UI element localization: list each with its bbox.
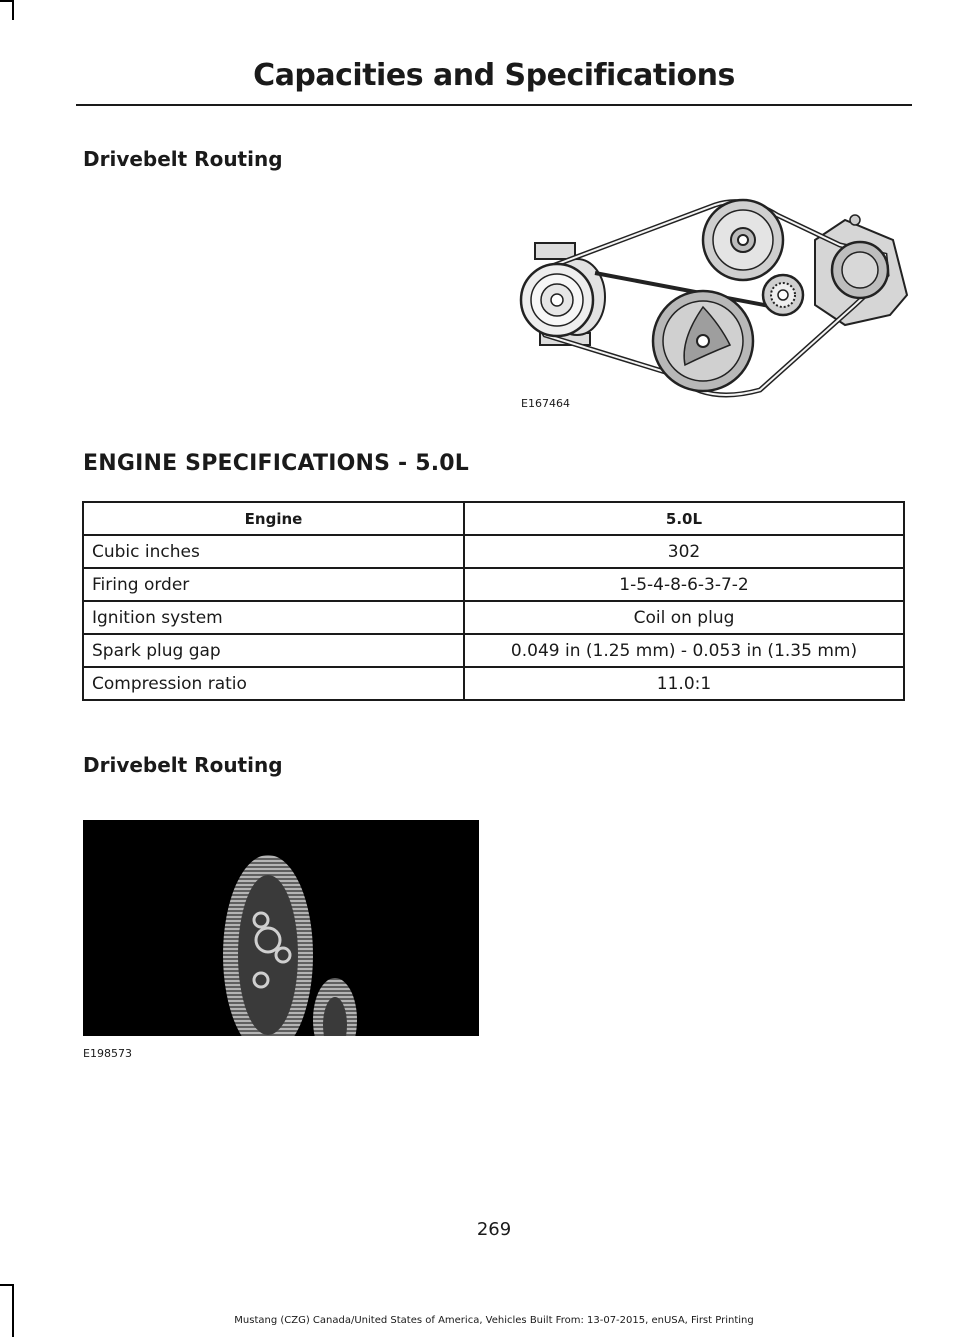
spec-value: Coil on plug <box>464 601 904 634</box>
engine-specs-table <box>82 501 905 701</box>
section-heading-drivebelt-1: Drivebelt Routing <box>83 147 283 171</box>
column-header: 5.0L <box>464 502 904 535</box>
spec-value: 302 <box>464 535 904 568</box>
engine-specs-heading: ENGINE SPECIFICATIONS - 5.0L <box>83 451 469 476</box>
alternator-pulley <box>842 252 878 288</box>
table-header-row <box>83 502 904 535</box>
table-row <box>83 601 904 634</box>
page-header-title: Capacities and Specifications <box>253 58 735 93</box>
spec-value: 11.0:1 <box>464 667 904 700</box>
page-footer: Mustang (CZG) Canada/United States of America, Vehicles Built From: 13-07-2015, enUSA, First Printing <box>234 1315 754 1326</box>
spec-label: Cubic inches <box>83 535 464 568</box>
drivebelt-diagram-figure <box>515 195 915 400</box>
spec-label: Firing order <box>83 568 464 601</box>
spec-label: Compression ratio <box>83 667 464 700</box>
crankshaft-pulley <box>697 335 709 347</box>
crop-mark <box>12 1284 14 1337</box>
table-row <box>83 634 904 667</box>
table-row <box>83 535 904 568</box>
crop-mark <box>0 0 12 2</box>
column-header: Engine <box>83 502 464 535</box>
crop-mark <box>0 1284 12 1286</box>
spec-value: 0.049 in (1.25 mm) - 0.053 in (1.35 mm) <box>464 634 904 667</box>
section-heading-drivebelt-2: Drivebelt Routing <box>83 753 283 777</box>
table-row <box>83 667 904 700</box>
compressor-pulley <box>551 294 563 306</box>
page-number: 269 <box>476 1219 512 1240</box>
water-pump-pulley <box>738 235 748 245</box>
spec-label: Spark plug gap <box>83 634 464 667</box>
header-rule <box>76 104 912 106</box>
figure-id-label: E167464 <box>521 397 570 410</box>
spec-value: 1-5-4-8-6-3-7-2 <box>464 568 904 601</box>
crop-mark <box>12 0 14 20</box>
table-row <box>83 568 904 601</box>
compressor-bracket <box>535 243 575 259</box>
figure-id-label: E198573 <box>83 1047 132 1060</box>
drivebelt-photo-figure <box>83 820 479 1036</box>
alternator-housing <box>850 215 860 225</box>
spec-label: Ignition system <box>83 601 464 634</box>
tensioner-pulley <box>778 290 788 300</box>
